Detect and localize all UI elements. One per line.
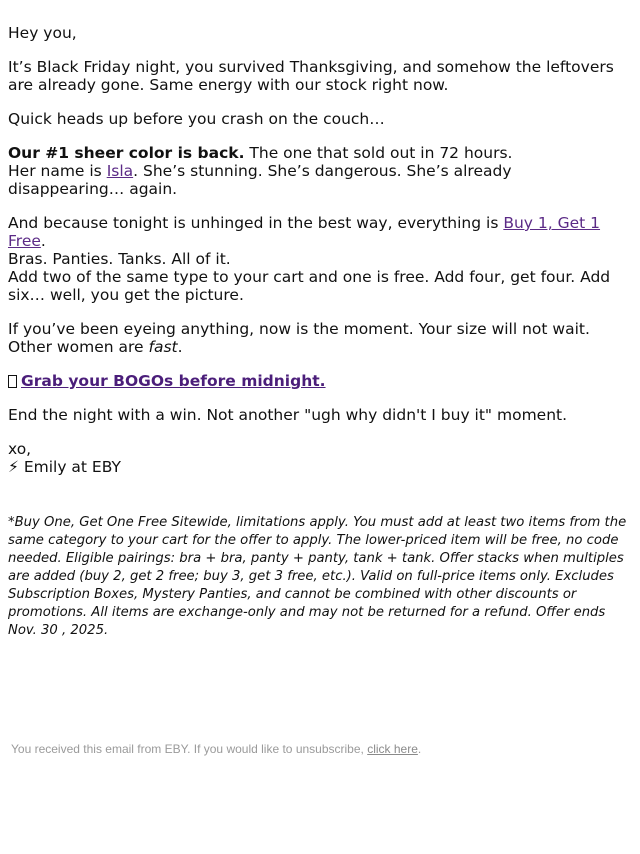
product-name-post: . She’s stunning. She’s dangerous. She’s already disappearing… again. [8, 162, 512, 198]
bogo-link[interactable]: Buy 1, Get 1 Free [8, 214, 601, 250]
unsubscribe-link[interactable]: click here [367, 742, 418, 756]
footer-end: . [417, 742, 422, 756]
intro-paragraph: It’s Black Friday night, you survived Thanksgiving, and somehow the leftovers are already gone. Same energy with our stock right now. [8, 58, 614, 94]
signature-name: Emily at EBY [18, 458, 121, 476]
email-footer [11, 741, 631, 757]
bogo-paragraph [8, 214, 632, 304]
footer-text: You received this email from EBY. If you would like to unsubscribe, [11, 742, 368, 756]
product-subline: The one that sold out in 72 hours. [244, 144, 513, 162]
missing-glyph-icon [8, 375, 17, 388]
urgency-pre: If you’ve been eyeing anything, now is the moment. Your size will not wait. Other women are [8, 320, 590, 356]
product-name-pre: Her name is [8, 162, 107, 180]
bogo-pre: And because tonight is unhinged in the best way, everything is [8, 214, 504, 232]
signature-block [8, 440, 632, 476]
urgency-paragraph [8, 320, 632, 356]
cta-paragraph [8, 372, 632, 390]
closing-paragraph: End the night with a win. Not another "ugh why didn't I buy it" moment. [8, 406, 568, 424]
product-headline: Our #1 sheer color is back. [8, 144, 245, 162]
isla-product-link[interactable]: Isla [106, 162, 134, 180]
greeting: Hey you, [8, 24, 77, 42]
product-paragraph [8, 144, 632, 198]
urgency-emphasis: fast [148, 338, 178, 356]
offer-disclaimer: *Buy One, Get One Free Sitewide, limitations apply. You must add at least two items from the same category to your cart for the offer to apply. The lower-priced item will be free, no code needed. Eligible pairings: bra + bra, panty + panty, tank + tank. Offer stacks when multiples are added (buy 2, get 2 free; buy 3, get 3 free, etc.). Valid on full-price items only. Excludes Subscription Boxes, Mystery Panties, and cannot be combined with other discounts or promotions. All items are exchange-only and may not be returned for a refund. Offer ends Nov. 30 , 2025. [8, 515, 627, 638]
bogo-categories: Bras. Panties. Tanks. All of it. [8, 250, 231, 268]
signoff: xo, [8, 440, 32, 458]
heads-up-paragraph: Quick heads up before you crash on the couch… [8, 110, 385, 128]
urgency-post: . [177, 338, 183, 356]
lightning-bolt-icon: ⚡ [8, 458, 19, 476]
email-body [8, 24, 632, 492]
grab-bogos-cta-link[interactable]: Grab your BOGOs before midnight. [21, 372, 326, 390]
bogo-post: . [40, 232, 46, 250]
bogo-explanation: Add two of the same type to your cart and one is free. Add four, get four. Add six… well, you get the picture. [8, 268, 611, 304]
